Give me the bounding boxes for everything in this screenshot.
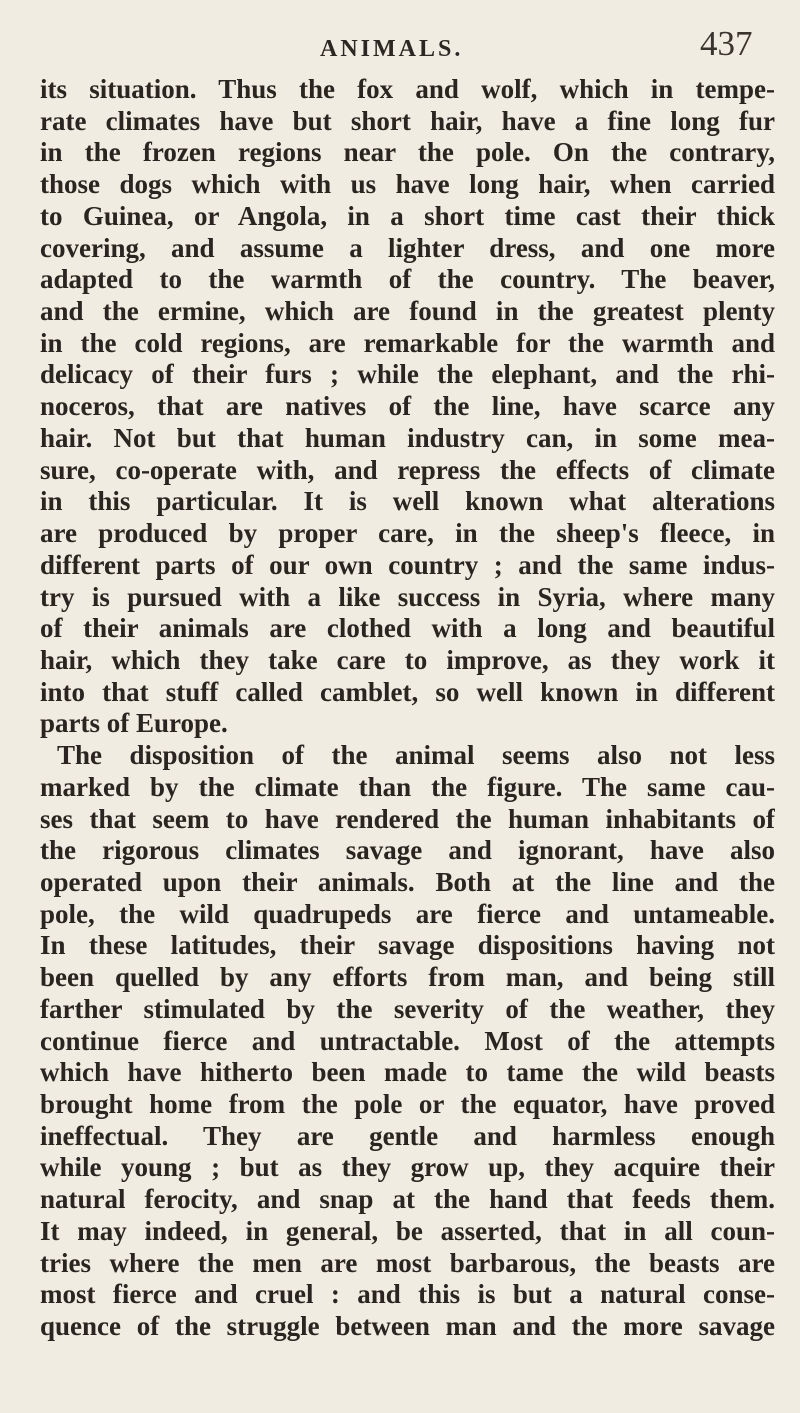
text-line: into that stuff called camblet, so well known in different: [40, 676, 775, 707]
text-line: its situation. Thus the fox and wolf, which in tempe-: [40, 74, 775, 104]
text-line: been quelled by any efforts from man, and being still: [40, 962, 775, 993]
text-line: hair. Not but that human industry can, in some mea-: [40, 422, 775, 453]
text-line: ineffectual. They are gentle and harmless enough: [40, 1120, 775, 1151]
body-text: [40, 74, 775, 1343]
text-line: The disposition of the animal seems also not less: [57, 740, 775, 771]
text-line: in the frozen regions near the pole. On the contrary,: [40, 137, 775, 168]
page-number: 437: [700, 24, 753, 63]
text-line: It may indeed, in general, be asserted, that in all coun-: [40, 1215, 775, 1246]
running-head: [0, 22, 800, 62]
running-title: ANIMALS.: [320, 36, 464, 62]
text-line: those dogs which with us have long hair, when carried: [40, 169, 775, 200]
text-line: farther stimulated by the severity of the weather, they: [40, 993, 775, 1024]
text-line: continue fierce and untractable. Most of the attempts: [40, 1025, 775, 1056]
text-line: ses that seem to have rendered the human inhabitants of: [40, 803, 775, 834]
text-line: and the ermine, which are found in the greatest plenty: [40, 296, 775, 327]
text-line: In these latitudes, their savage dispositions having not: [40, 930, 775, 961]
text-line: delicacy of their furs ; while the elephant, and the rhi-: [40, 359, 775, 390]
text-line: to Guinea, or Angola, in a short time cast their thick: [40, 200, 775, 231]
text-line: natural ferocity, and snap at the hand that feeds them.: [40, 1184, 775, 1215]
text-line: different parts of our own country ; and the same indus-: [40, 549, 775, 580]
text-line: adapted to the warmth of the country. The beaver,: [40, 264, 775, 295]
text-line: sure, co-operate with, and repress the effects of climate: [40, 454, 775, 485]
text-line: marked by the climate than the figure. The same cau-: [40, 771, 775, 802]
text-line: pole, the wild quadrupeds are fierce and untameable.: [40, 898, 775, 929]
text-line: quence of the struggle between man and the more savage: [40, 1311, 775, 1342]
text-line: operated upon their animals. Both at the line and the: [40, 866, 775, 897]
text-line: of their animals are clothed with a long and beautiful: [40, 613, 775, 644]
text-line: in this particular. It is well known what alterations: [40, 486, 775, 517]
text-line: most fierce and cruel : and this is but a natural conse-: [40, 1279, 775, 1310]
text-line: are produced by proper care, in the sheep's fleece, in: [40, 518, 775, 549]
text-line: which have hitherto been made to tame the wild beasts: [40, 1057, 775, 1088]
text-line: parts of Europe.: [40, 708, 228, 739]
text-line: brought home from the pole or the equator, have proved: [40, 1089, 775, 1119]
text-line: in the cold regions, are remarkable for the warmth and: [40, 327, 775, 358]
text-line: while young ; but as they grow up, they acquire their: [40, 1152, 775, 1183]
text-line: the rigorous climates savage and ignorant, have also: [40, 835, 775, 866]
text-line: try is pursued with a like success in Syria, where many: [40, 581, 775, 612]
text-line: rate climates have but short hair, have a fine long fur: [40, 105, 775, 136]
text-line: tries where the men are most barbarous, the beasts are: [40, 1247, 775, 1278]
text-line: noceros, that are natives of the line, have scarce any: [40, 391, 775, 422]
text-line: covering, and assume a lighter dress, and one more: [40, 232, 775, 263]
text-line: hair, which they take care to improve, as they work it: [40, 644, 775, 675]
